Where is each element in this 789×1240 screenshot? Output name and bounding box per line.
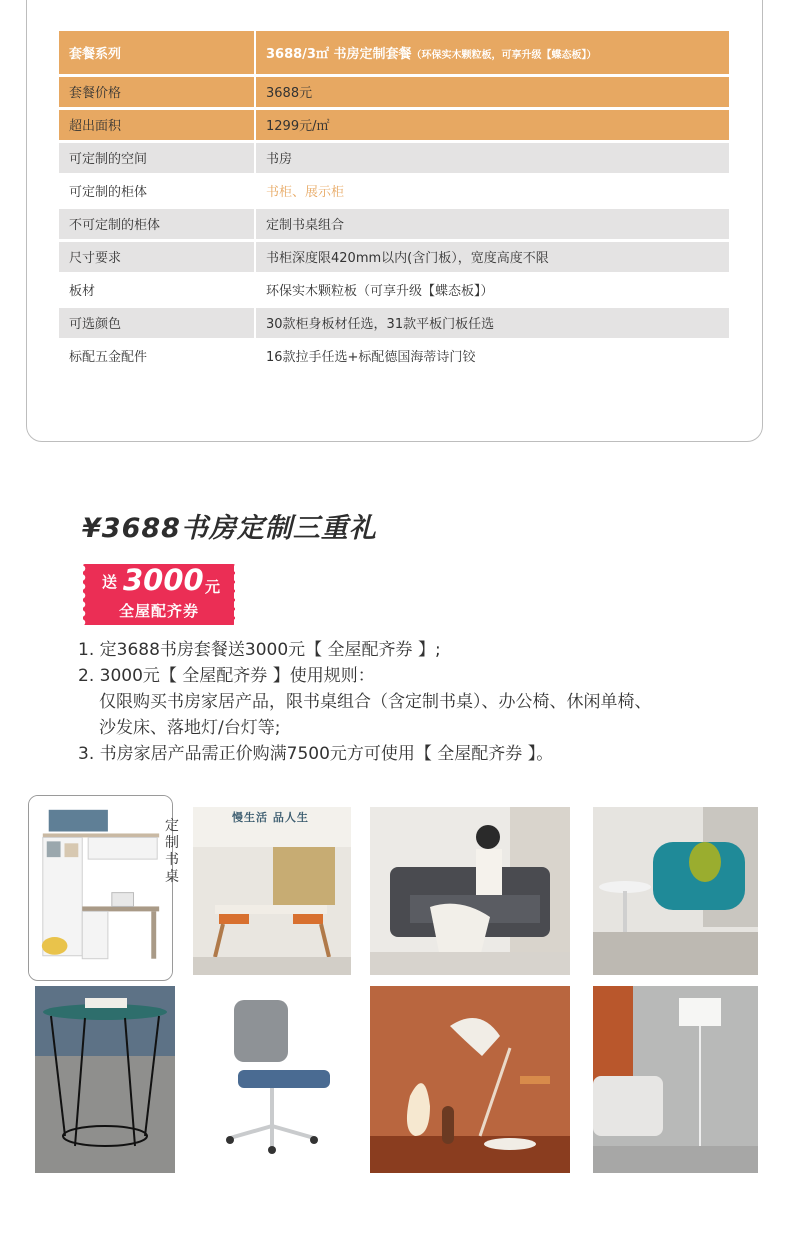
office-chair-image[interactable] bbox=[212, 998, 332, 1158]
spec-value: 1299元/㎡ bbox=[255, 108, 729, 141]
spec-row bbox=[59, 207, 729, 240]
rule-line: 3. 书房家居产品需正价购满7500元方可使用【 全屋配齐券 】。 bbox=[78, 744, 554, 764]
spec-key: 不可定制的柜体 bbox=[59, 207, 255, 240]
desk-caption: 慢生活 品人生 bbox=[232, 811, 309, 824]
spec-row bbox=[59, 141, 729, 174]
spec-header-key: 套餐系列 bbox=[59, 31, 255, 75]
spec-row bbox=[59, 174, 729, 207]
coupon-scope: 全屋配齐券 bbox=[119, 602, 200, 620]
spec-row bbox=[59, 75, 729, 108]
custom-desk-image[interactable] bbox=[28, 795, 173, 981]
floor-lamp-image[interactable] bbox=[593, 986, 758, 1173]
spec-value: 书柜、展示柜 bbox=[255, 174, 729, 207]
rule-line: 仅限购买书房家居产品，限书桌组合（含定制书桌）、办公椅、休闲单椅、 bbox=[99, 692, 652, 712]
writing-desk-image[interactable] bbox=[193, 807, 351, 975]
spec-key: 尺寸要求 bbox=[59, 240, 255, 273]
spec-key: 可选颜色 bbox=[59, 306, 255, 339]
spec-value: 书柜深度限420mm以内(含门板），宽度高度不限 bbox=[255, 240, 729, 273]
promo-title: ¥3688书房定制三重礼 bbox=[82, 513, 377, 544]
spec-key: 标配五金配件 bbox=[59, 339, 255, 372]
spec-header-value: 3688/3㎡ 书房定制套餐（环保实木颗粒板，可享升级【蝶态板】） bbox=[255, 31, 729, 75]
coupon-badge bbox=[83, 564, 235, 625]
spec-value: 书房 bbox=[255, 141, 729, 174]
desk-lamp-illustration bbox=[370, 986, 570, 1173]
writing-desk-illustration bbox=[193, 807, 351, 975]
spec-value: 定制书桌组合 bbox=[255, 207, 729, 240]
spec-row bbox=[59, 306, 729, 339]
floor-lamp-illustration bbox=[593, 986, 758, 1173]
side-table-image[interactable] bbox=[35, 986, 175, 1173]
armchair-illustration bbox=[593, 807, 758, 975]
sofa-bed-image[interactable] bbox=[370, 807, 570, 975]
rule-line: 2. 3000元【 全屋配齐券 】使用规则： bbox=[78, 666, 375, 686]
sofa-bed-illustration bbox=[370, 807, 570, 975]
coupon-amount: 3000 bbox=[123, 563, 204, 597]
coupon-send: 送 bbox=[102, 573, 118, 591]
spec-key: 可定制的柜体 bbox=[59, 174, 255, 207]
spec-value: 30款柜身板材任选，31款平板门板任选 bbox=[255, 306, 729, 339]
spec-row bbox=[59, 273, 729, 306]
spec-value: 环保实木颗粒板（可享升级【蝶态板】） bbox=[255, 273, 729, 306]
spec-key: 超出面积 bbox=[59, 108, 255, 141]
spec-table bbox=[59, 31, 729, 374]
coupon-unit: 元 bbox=[205, 578, 221, 596]
armchair-image[interactable] bbox=[593, 807, 758, 975]
desk-lamp-image[interactable] bbox=[370, 986, 570, 1173]
rule-line: 1. 定3688书房套餐送3000元【 全屋配齐券 】; bbox=[78, 640, 441, 660]
rule-line: 沙发床、落地灯/台灯等; bbox=[99, 718, 281, 738]
desk-cabinet-illustration bbox=[29, 796, 172, 979]
spec-row bbox=[59, 108, 729, 141]
promo-rules bbox=[78, 637, 652, 767]
spec-key: 可定制的空间 bbox=[59, 141, 255, 174]
spec-header-row bbox=[59, 31, 729, 75]
spec-value: 16款拉手任选+标配德国海蒂诗门铰 bbox=[255, 339, 729, 372]
spec-row bbox=[59, 339, 729, 372]
office-chair-illustration bbox=[212, 998, 332, 1158]
spec-key: 套餐价格 bbox=[59, 75, 255, 108]
custom-desk-label: 定制书桌 bbox=[165, 818, 179, 885]
spec-key: 板材 bbox=[59, 273, 255, 306]
spec-value: 3688元 bbox=[255, 75, 729, 108]
spec-row bbox=[59, 240, 729, 273]
side-table-illustration bbox=[35, 986, 175, 1173]
